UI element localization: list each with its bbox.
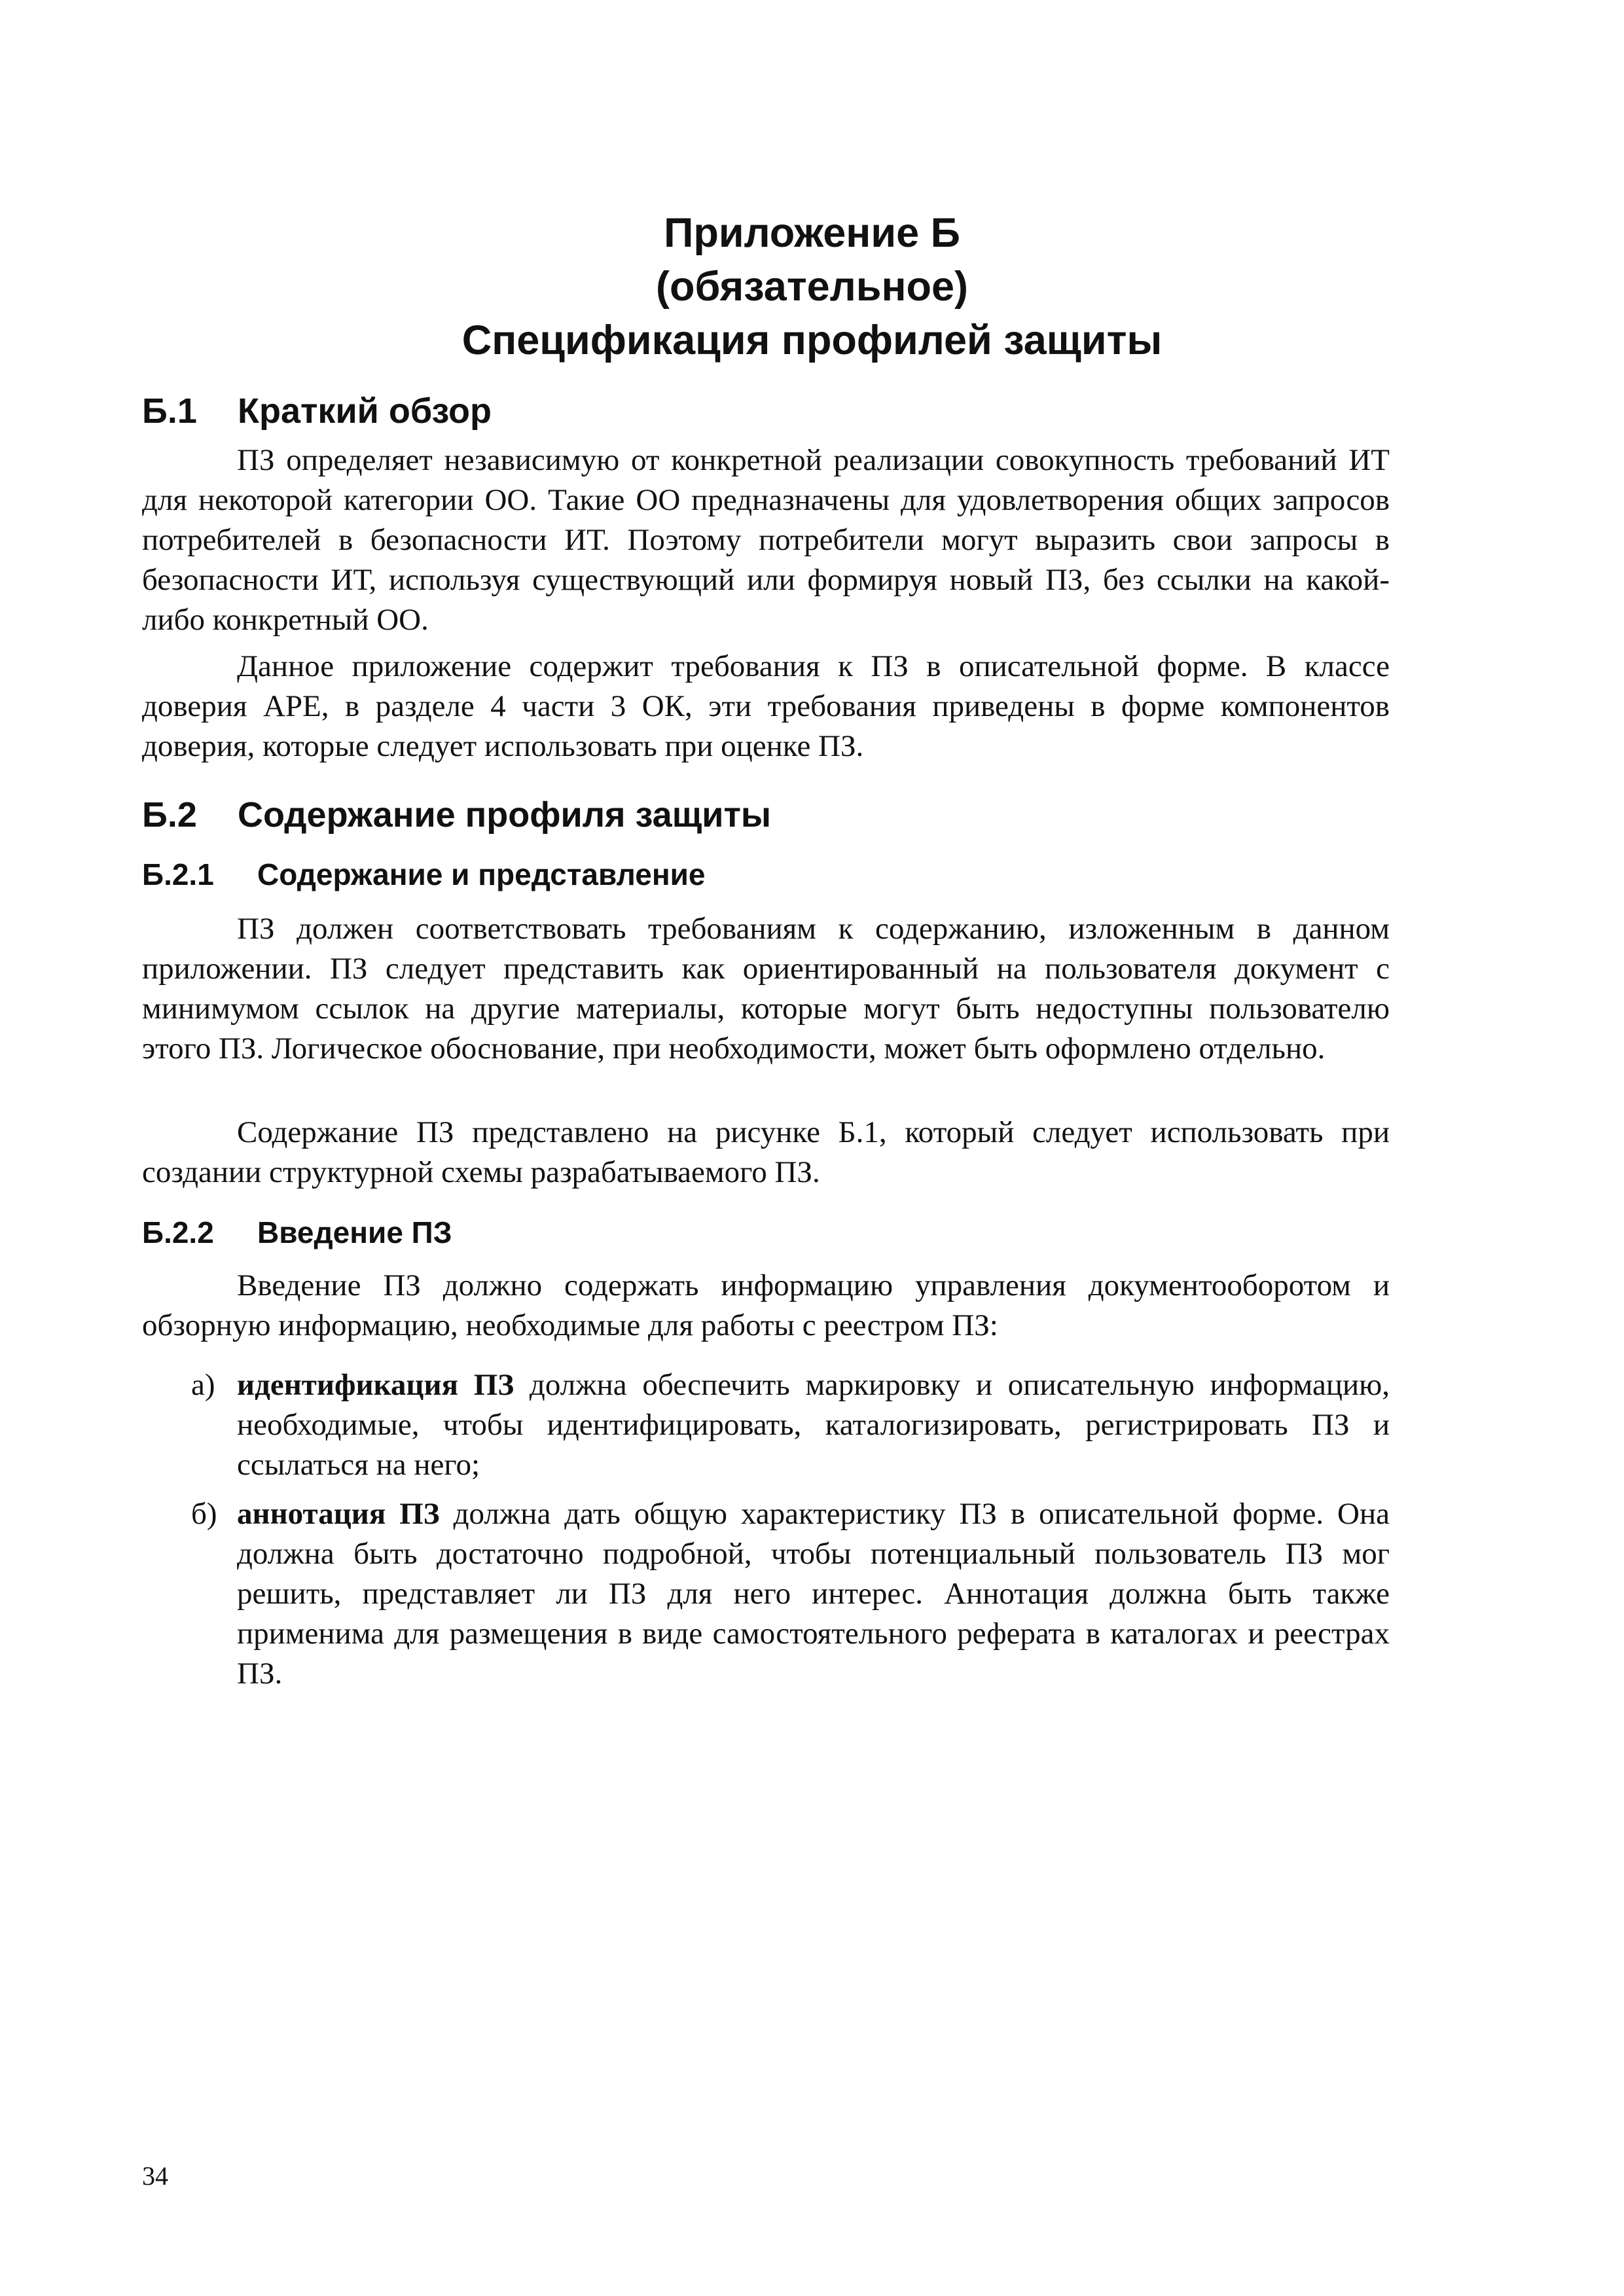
list-marker-b: б) [191, 1497, 217, 1531]
list-term-a: идентификация ПЗ [237, 1368, 514, 1402]
section-title-b21: Содержание и представление [257, 857, 706, 891]
paragraph-b21-1: ПЗ должен соответствовать требованиям к содержанию, изложенным в данном приложении. ПЗ следует представить как ориентированный на пользователя документ с минимумом ссылок на другие материалы, которые могут быть недоступны пользователю этого ПЗ. Логическое обоснование, при необходимости, может быть оформлено отдельно. [142, 912, 1390, 1066]
list-marker-a: а) [191, 1368, 215, 1402]
appendix-title-line-2: (обязательное) [655, 264, 969, 310]
list-item-a [142, 1365, 1390, 1485]
paragraph-b1-2: Данное приложение содержит требования к ПЗ в описательной форме. В классе доверия APE, в разделе 4 части 3 ОК, эти требования приведены в форме компонентов доверия, которые следует использовать при оценке ПЗ. [142, 649, 1390, 763]
section-title-b1: Краткий обзор [238, 391, 492, 431]
section-heading-b1 [142, 390, 492, 432]
section-number-b22: Б.2.2 [142, 1215, 214, 1249]
section-number-b21: Б.2.1 [142, 857, 214, 891]
appendix-title [0, 206, 1624, 367]
section-heading-b21 [142, 856, 706, 893]
section-heading-b2 [142, 794, 771, 836]
page-number: 34 [142, 2161, 168, 2191]
list-text-a: должна обеспечить маркировку и описательную информацию, необходимые, чтобы идентифицировать, каталогизировать, регистрировать ПЗ и ссылаться на него; [237, 1368, 1390, 1482]
section-number-b2: Б.2 [142, 795, 197, 834]
section-number-b1: Б.1 [142, 391, 197, 431]
section-heading-b22 [142, 1214, 452, 1251]
list-text-b: должна дать общую характеристику ПЗ в описательной форме. Она должна быть достаточно подробной, чтобы потенциальный пользователь ПЗ мог решить, представляет ли ПЗ для него интерес. Аннотация должна быть также применима для размещения в виде самостоятельного реферата в каталогах и реестрах ПЗ. [237, 1497, 1390, 1691]
section-title-b2: Содержание профиля защиты [238, 795, 772, 834]
paragraph-b21-2: Содержание ПЗ представлено на рисунке Б.1, который следует использовать при создании структурной схемы разрабатываемого ПЗ. [142, 1115, 1390, 1189]
list-item-b [142, 1494, 1390, 1694]
appendix-title-line-1: Приложение Б [664, 210, 960, 256]
section-title-b22: Введение ПЗ [257, 1215, 452, 1249]
paragraph-b22-1: Введение ПЗ должно содержать информацию управления документооборотом и обзорную информацию, необходимые для работы с реестром ПЗ: [142, 1268, 1390, 1342]
appendix-title-line-3: Спецификация профилей защиты [461, 317, 1163, 363]
list-term-b: аннотация ПЗ [237, 1497, 440, 1531]
paragraph-b1-1: ПЗ определяет независимую от конкретной реализации совокупность требований ИТ для некоторой категории ОО. Такие ОО предназначены для удовлетворения общих запросов потребителей в безопасности ИТ. Поэтому потребители могут выразить свои запросы в безопасности ИТ, используя существующий или формируя новый ПЗ, без ссылки на какой-либо конкретный ОО. [142, 443, 1390, 637]
